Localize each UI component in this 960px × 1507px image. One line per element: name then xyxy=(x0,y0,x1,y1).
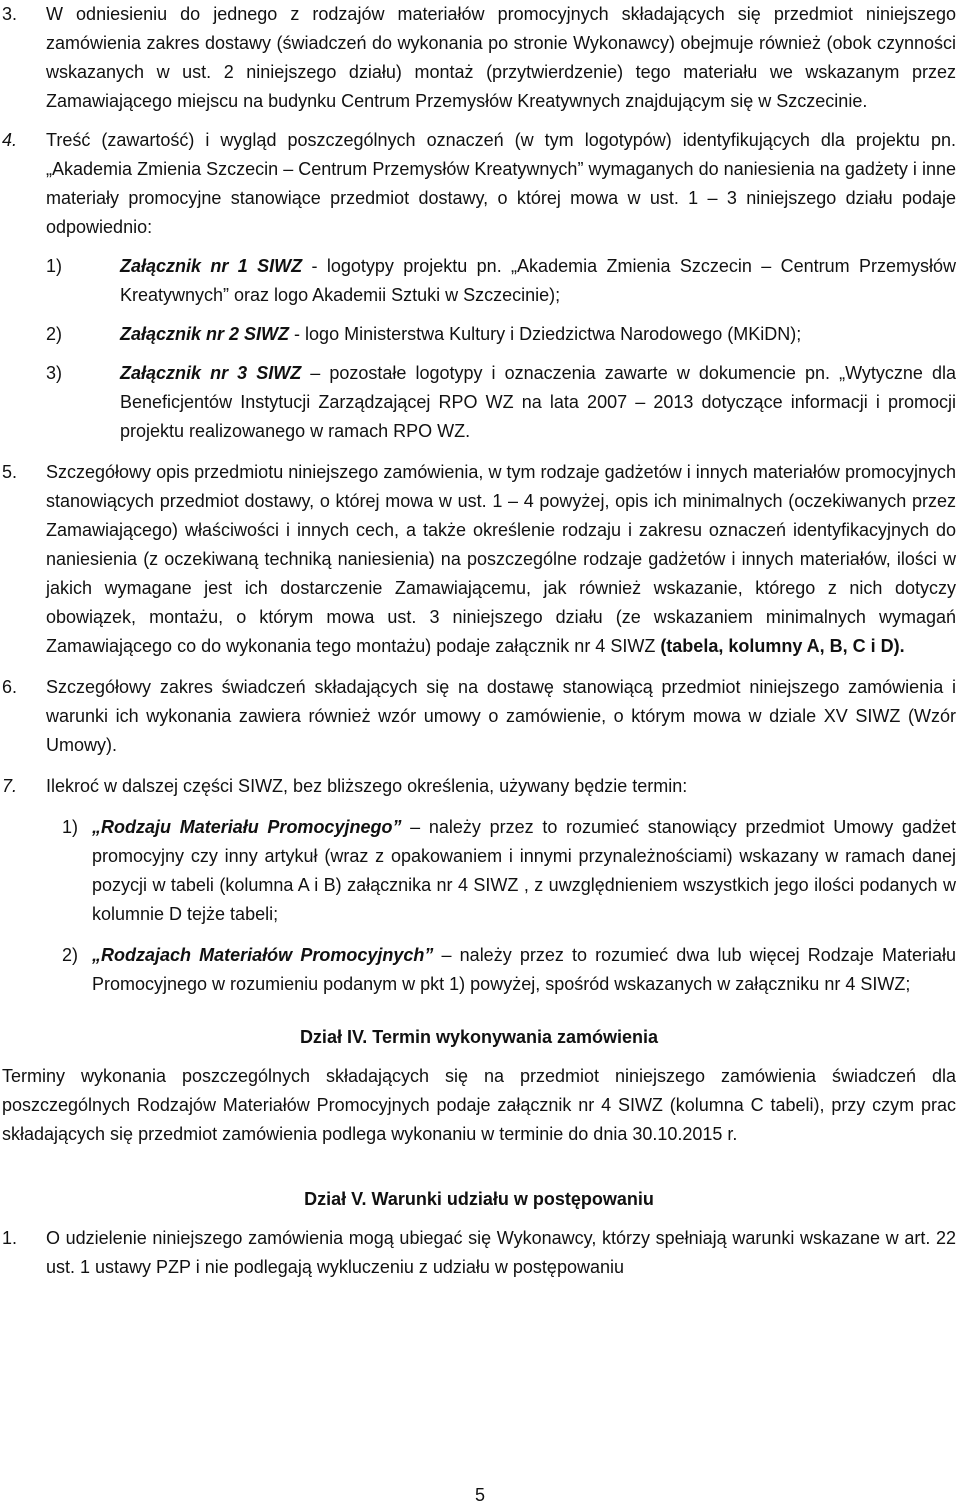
sublist-item xyxy=(2,252,956,310)
list-item-4 xyxy=(2,126,956,242)
term-definition: „Rodzajach Materiałów Promocyjnych” xyxy=(92,945,434,965)
item-number: 7. xyxy=(2,776,18,796)
sublist-item xyxy=(2,320,956,349)
item-text: Szczegółowy zakres świadczeń składających się na dostawę stanowiącą przedmiot niniejszego zamówienia i warunki ich wykonania zawiera również wzór umowy o zamówienie, o którym mowa w dziale XV SIWZ (Wzór Umowy). xyxy=(46,677,956,755)
attachment-reference: Załącznik nr 3 SIWZ xyxy=(120,363,302,383)
sublist-item xyxy=(2,813,956,929)
page-number: 5 xyxy=(474,1485,485,1505)
subitem-number: 3) xyxy=(46,363,63,383)
item-number: 5. xyxy=(2,462,18,482)
item-number: 6. xyxy=(2,677,18,697)
subitem-number: 1) xyxy=(62,817,79,837)
item-text: O udzielenie niniejszego zamówienia mogą ubiegać się Wykonawcy, którzy spełniają warunki wskazane w art. 22 ust. 1 ustawy PZP i nie podlegają wykluczeniu z udziału w postępowaniu xyxy=(46,1228,956,1277)
subitem-number: 1) xyxy=(46,256,63,276)
list-item-1 xyxy=(2,1224,956,1282)
subitem-text: – pozostałe logotypy i oznaczenia zawarte w dokumencie pn. „Wytyczne dla Beneficjentów Instytucji Zarządzającej RPO WZ na lata 2007 – 2013 dotyczące informacji i promocji projektu realizowanego w ramach RPO WZ. xyxy=(120,363,956,441)
section-paragraph: Terminy wykonania poszczególnych składających się na przedmiot niniejszego zamówienia świadczeń dla poszczególnych Rodzajów Materiałów Promocyjnych podaje załącznik nr 4 SIWZ (kolumna C tabeli), przy czym prac składających się przedmiot zamówienia podlega wykonaniu w terminie do dnia 30.10.2015 r. xyxy=(2,1066,956,1144)
subitem-text: - logotypy projektu pn. „Akademia Zmienia Szczecin – Centrum Przemysłów Kreatywnych” oraz logo Akademii Sztuki w Szczecinie); xyxy=(120,256,957,305)
subitem-number: 2) xyxy=(62,945,79,965)
section-heading: Dział IV. Termin wykonywania zamówienia xyxy=(299,1027,659,1047)
item-number: 3. xyxy=(2,4,18,24)
item-text: Ilekroć w dalszej części SIWZ, bez bliższego określenia, używany będzie termin: xyxy=(46,776,688,796)
item-text: W odniesieniu do jednego z rodzajów materiałów promocyjnych składających się przedmiot niniejszego zamówienia zakres dostawy (świadczeń do wykonania po stronie Wykonawcy) obejmuje również (obok czynności wskazanych w ust. 2 niniejszego działu) montaż (przytwierdzenie) tego materiału we wskazanym przez Zamawiającego miejscu na budynku Centrum Przemysłów Kreatywnych znajdującym się w Szczecinie. xyxy=(46,4,956,111)
sublist-item xyxy=(2,359,956,446)
list-item-7 xyxy=(2,772,956,801)
subitem-text: – należy przez to rozumieć stanowiący przedmiot Umowy gadżet promocyjny czy inny artykuł (wraz z opakowaniem i innymi przynależnościami) wskazany w ramach danej pozycji w tabeli (kolumna A i B) załącznika nr 4 SIWZ , z uwzględnieniem wszystkich jego ilości podanych w kolumnie D tejże tabeli; xyxy=(92,817,956,924)
attachment-reference: Załącznik nr 2 SIWZ xyxy=(120,324,290,344)
term-definition: „Rodzaju Materiału Promocyjnego” xyxy=(92,817,402,837)
item-number: 4. xyxy=(2,130,18,150)
list-item-5 xyxy=(2,458,956,661)
sublist-item xyxy=(2,941,956,999)
list-item-6 xyxy=(2,673,956,760)
list-item-3 xyxy=(2,0,956,116)
subitem-number: 2) xyxy=(46,324,63,344)
section-heading: Dział V. Warunki udziału w postępowaniu xyxy=(304,1189,654,1209)
item-text: Szczegółowy opis przedmiotu niniejszego zamówienia, w tym rodzaje gadżetów i innych materiałów promocyjnych stanowiących przedmiot dostawy, o której mowa w ust. 1 – 4 powyżej, opis ich minimalnych (oczekiwanych przez Zamawiającego) właściwości i innych cech, a także określenie rodzaju i zakresu oznaczeń identyfikacyjnych do naniesienia (z oczekiwaną techniką naniesienia) na poszczególne rodzaje gadżetów i innych materiałów, ilości w jakich wymagane jest ich dostarczenie Zamawiającemu, jak również wskazanie, którego z nich dotyczy obowiązek, montażu, o którym mowa ust. 3 niniejszego działu (ze wskazaniem minimalnych wymagań Zamawiającego co do wykonania tego montażu) podaje załącznik nr 4 SIWZ xyxy=(46,462,956,656)
item-text-bold: (tabela, kolumny A, B, C i D). xyxy=(660,636,905,656)
attachment-reference: Załącznik nr 1 SIWZ xyxy=(120,256,303,276)
subitem-text: – należy przez to rozumieć dwa lub więcej Rodzaje Materiału Promocyjnego w rozumieniu podanym w pkt 1) powyżej, spośród wskazanych w załączniku nr 4 SIWZ; xyxy=(92,945,956,994)
item-text: Treść (zawartość) i wygląd poszczególnych oznaczeń (w tym logotypów) identyfikujących dla projektu pn. „Akademia Zmienia Szczecin – Centrum Przemysłów Kreatywnych” wymaganych do naniesienia na gadżety i inne materiały promocyjne stanowiące przedmiot dostawy, o której mowa w ust. 1 – 3 niniejszego działu podaje odpowiednio: xyxy=(46,130,956,237)
item-number: 1. xyxy=(2,1228,18,1248)
subitem-text: - logo Ministerstwa Kultury i Dziedzictwa Narodowego (MKiDN); xyxy=(289,324,802,344)
